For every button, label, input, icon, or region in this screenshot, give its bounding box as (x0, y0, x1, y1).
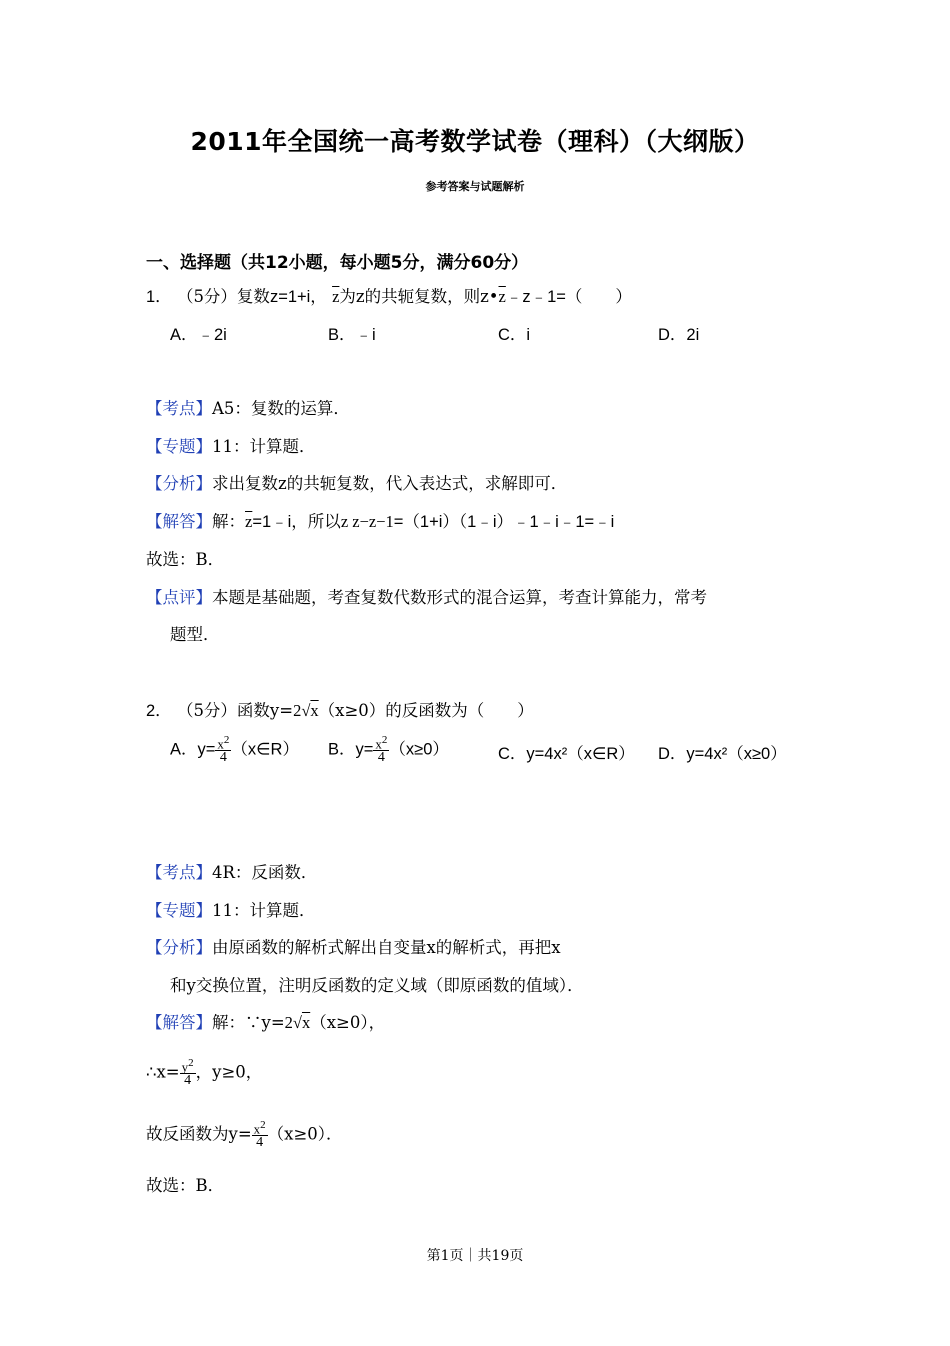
q2-line2-frac (180, 1058, 196, 1088)
q1-dianping (146, 587, 707, 609)
q1-jieda-formula: z z−z−1 (340, 512, 394, 531)
section-heading: 一、选择题（共12小题，每小题5分，满分60分） (146, 253, 529, 273)
q1-option-d: D．2i (658, 326, 700, 344)
q2-option-b (328, 735, 449, 765)
q2-kaodian-tag: 【考点】 (146, 863, 212, 882)
q2-zhuanti-tag: 【专题】 (146, 901, 212, 920)
q2-jieda-sqrt-arg: x (301, 1013, 311, 1032)
q1-kaodian (146, 398, 350, 420)
q2-option-c: C．y=4x²（x∈R） (498, 745, 635, 763)
frac-den: 4 (180, 1073, 196, 1088)
q1-zhuanti-tag: 【专题】 (146, 437, 212, 456)
frac-num: x (253, 1121, 261, 1137)
q1-dianping-tag: 【点评】 (146, 588, 212, 607)
q2-sqrt: 2√x (293, 701, 319, 720)
q1-fenxi-text: 求出复数z的共轭复数，代入表达式，求解即可． (212, 474, 568, 493)
page-title: 2011年全国统一高考数学试卷（理科）（大纲版） (190, 127, 760, 156)
q1-stem (146, 286, 632, 308)
page-subtitle: 参考答案与试题解析 (425, 180, 525, 193)
q2-line2-post: ，y≥0， (195, 1062, 263, 1082)
q2-jieda (146, 1012, 385, 1034)
q2-option-a-label: A．y= (170, 740, 216, 759)
q1-zbar-2: $\overline{z}$ (498, 287, 506, 306)
q2-line2-pre: ∴x= (146, 1062, 180, 1082)
frac-den: 4 (215, 750, 231, 765)
q1-number: 1． (146, 288, 172, 306)
q2-jieda-pre: 解：∵y= (212, 1013, 285, 1032)
q1-jieda (146, 511, 614, 533)
q1-kaodian-text: A5：复数的运算． (212, 399, 350, 418)
q1-zhuanti-text: 11：计算题． (212, 437, 316, 456)
q2-line3-frac (252, 1120, 268, 1150)
q2-jieda-post: （x≥0）， (310, 1013, 386, 1032)
q1-fenxi-tag: 【分析】 (146, 474, 212, 493)
q2-zhuanti-text: 11：计算题． (212, 901, 316, 920)
q1-expr: z=1+i， (269, 288, 327, 306)
q2-option-d: D．y=4x²（x≥0） (658, 745, 787, 763)
q2-jieda-tag: 【解答】 (146, 1013, 212, 1032)
frac-sup: 2 (381, 734, 388, 746)
q2-fenxi-cont: 和y交换位置，注明反函数的定义域（即原函数的值域）． (170, 976, 584, 995)
frac-den: 4 (252, 1135, 268, 1150)
q1-text: 为z的共轭复数，则z• (339, 287, 499, 306)
q2-sqrt-arg: x (310, 701, 319, 720)
frac-sup: 2 (260, 1119, 266, 1131)
q2-fenxi (146, 937, 561, 959)
q2-fenxi-text: 由原函数的解析式解出自变量x的解析式，再把x (212, 938, 561, 957)
q2-option-a-dom: （x∈R） (231, 740, 299, 759)
q1-jieda-post: =（1+i）（1﹣i）﹣1﹣i﹣1=﹣i (393, 513, 615, 531)
q2-kaodian (146, 862, 317, 884)
q1-jieda-pre: 解： (212, 512, 245, 531)
q2-stem (146, 700, 534, 722)
q2-line2 (146, 1058, 262, 1088)
q1-kaodian-tag: 【考点】 (146, 399, 212, 418)
q2-line3-pre: 故反函数为y= (146, 1124, 252, 1144)
frac-num: x (375, 736, 382, 752)
q1-option-b: B．﹣i (328, 326, 376, 344)
q1-tail: ﹣z﹣1=（ ） (505, 288, 632, 306)
q2-option-b-label: B．y= (328, 740, 374, 759)
frac-num: y (181, 1059, 189, 1075)
q2-stem-pre: （5分）函数y= (176, 701, 294, 720)
q1-score: （5分）复数 (176, 287, 270, 306)
q2-zhuanti (146, 900, 316, 922)
q1-zbar: $\overline{z}$ (332, 287, 340, 306)
q2-option-a-frac (215, 735, 231, 765)
q2-stem-post: （x≥0）的反函数为（ ） (318, 701, 534, 720)
q2-jieda-sqrt: 2√x (284, 1013, 311, 1032)
q2-kaodian-text: 4R：反函数． (212, 863, 318, 882)
q1-zhuanti (146, 436, 316, 458)
frac-sup: 2 (223, 734, 230, 746)
q1-jieda-zbar: $\overline{z}$ (245, 512, 253, 531)
q2-guxuan: 故选：B． (146, 1176, 225, 1195)
q1-fenxi (146, 473, 567, 495)
frac-num: x (217, 736, 224, 752)
q1-jieda-tag: 【解答】 (146, 512, 212, 531)
q2-option-a (170, 735, 299, 765)
q2-option-b-dom: （x≥0） (389, 740, 449, 759)
q2-jieda-sqrt-coef: 2 (284, 1013, 293, 1032)
q1-dianping-text: 本题是基础题，考查复数代数形式的混合运算，考查计算能力，常考 (212, 588, 707, 607)
q1-dianping-cont: 题型． (170, 625, 220, 644)
frac-den: 4 (373, 750, 389, 765)
q1-option-c: C．i (498, 326, 531, 344)
q2-line3-post: （x≥0）． (267, 1124, 343, 1144)
q1-jieda-mid: =1﹣i，所以 (252, 513, 341, 531)
q2-line3 (146, 1120, 343, 1150)
q2-number: 2． (146, 702, 172, 720)
frac-sup: 2 (188, 1057, 194, 1069)
q1-option-a: A．﹣2i (170, 326, 227, 344)
q2-sqrt-coef: 2 (293, 701, 302, 720)
q1-guxuan: 故选：B． (146, 550, 225, 569)
q2-fenxi-tag: 【分析】 (146, 938, 212, 957)
page-footer: 第1页｜共19页 (426, 1248, 524, 1264)
q2-option-b-frac (373, 735, 389, 765)
